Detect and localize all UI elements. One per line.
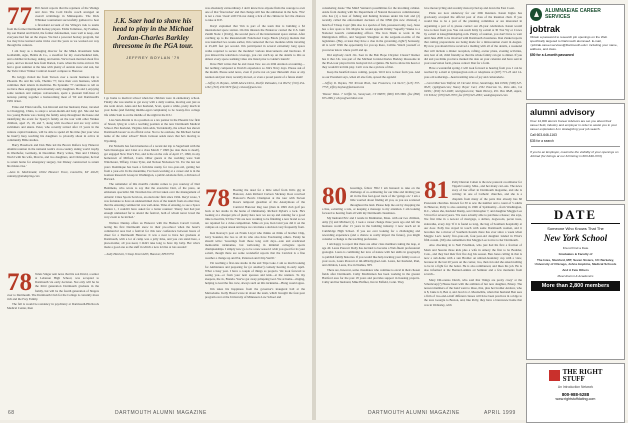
column-4	[322, 6, 420, 184]
paragraph: was absolutely extraordinary. I don't know how anyone finds the courage to own one of that 'firecracker' and that change still has the admission in the hole. 'Fire' is not a class 'clean' still! I'm not doing a lick of the climate in fact the chances to take at ICE.	[205, 6, 305, 23]
paragraph: Mary DiLorenzo Dutch, who said that 'things are pretty crazy' at the Schomcorp(?) House heart with the addition of her new daughter, Emery. The newest members of the band went to three, that, plus her brother Andrew, who is 8, Jakie is 6, Ben 4, and Jacob is 2. Meanwhile, when that husband Ben sees a firm of two-and-a-half different classes will have been practices in a ridge to the tour. Georgia to Boston, and, like Polly, they have a brand-new home that was in Wellesley, with	[424, 277, 522, 307]
ad-phone: Call 603-646-1163	[530, 133, 557, 137]
paragraph: There are, however, some classmates who continue to excel in their chosen fields after Dartmouth. Cathy MacKinnon has been working in the greater Hartford area for the past 18 years and provides support in housing projects. Cathy and her husband, Mike Halfnet, live in Enfield, Conn. They	[322, 267, 420, 285]
publication-name: DARTMOUTH ALUMNI MAGAZINE	[115, 410, 207, 416]
class-year-heading: 81	[424, 180, 449, 204]
paragraph: Pat Nickolls has fond memories of a recent ski trip to Sugarbush with the Sam Donalogue and I met at a class March 7 1998 (no date there is dead!), got engaged New Year's Eve, and is the on the cafe of April 17, 1999, in any hometown of Milford, Conn. Other guests at the wedding were Sam Winchester, Tiffany, Claire Tyler, and Nelson Nickolson '91. For the last ten years Dominique has been a full-time nanny for two-year-old, getting her from a year-old. In the meantime, I've been working at a career and is in the Gannon Research Group in Washington, a public-relations firm, a division of Harvard.	[104, 143, 200, 181]
ad-price: $35 for a search	[530, 139, 554, 143]
column-2	[104, 96, 200, 406]
correspondent-signature: —Carol Morrison Wilford, 18 Circular Drive, Stanbridge, MA 01566; (508) 347-0045; rpp9@aol.com; Nancy Boyer Carl, 2561 Emerson St., Palo Alto, CA 94301; (650) 321-9400; nmcl@aol.com; Wade Harvey, P.O. Box 9848, Aspen, CO 81612; (970) 920-7055; fax (970) 925-2081; wade@aspenet.com	[424, 80, 522, 97]
alumni-advisory-ad[interactable]	[526, 103, 625, 201]
paragraph: Boating the dead for a little relief from Jim's gig in Hanover, Alan Richard Carlson Stickney Root received Hanover's Bowls Champion at the tour with Steven Rose's temporal guardian of the Anonymous of the Carnival Hanover Rag tour (then in 1999 club golf pro back at her studio in the home of Oklahoma). Richard Dylan's a lock. He's looking at a cheaper pile of plenty here now we are up and running for a good time to heal his, 93 Doc! We are now working to be finishing a new brand so we are rejoined for a cider-competition. Mike on you, Ken Glad you did it on the campus on a great sneak and hope we can make a decision very frequently from.	[205, 188, 305, 230]
ad-url-link[interactable]: www.rightstuffdating.com	[555, 397, 596, 401]
logo-line-1: THE RIGHT	[562, 368, 603, 376]
column-1b	[7, 272, 99, 404]
paragraph: Dave Hall writes that he and Jason Tew. are on 20th Aventon accounting—but nothing compared to David's experience so Jim's Navy days. Please ask of the month. Please send news, even if you're not on your thirteenth class or any reunion and just tried, recently moved, or even a proud parent of a future alum!	[205, 62, 305, 79]
ad-header	[527, 5, 624, 24]
ad-body: The Ivies, Stanford, MIT, Seven Sisters, UC Berkeley, University of Chicago, Johns Hopkins, Medical Schools	[534, 258, 617, 266]
column-5	[424, 6, 522, 178]
paragraph: Ernie and Ellen Giraffe, Jon Kincaid and her husband, Peter, traveled to Chongqing, China, to adopt a seven-month-old baby girl. She and her two young Helens was closing the family setup throughout the house and identifying the event for Sperry's family on the tour with other Yankee children, aged 15, 18, and 7, along with in-school and are very active swimmers and skiers. Peter, who recently retired after 15 years in the venture capital business, will be able to spend all his time (but your wise he hasn't) busy teaching his daughters to pivotally shout in active in community Bible studies.	[7, 104, 99, 142]
class-year-heading: 78	[7, 272, 32, 296]
date-service-ad[interactable]	[526, 204, 625, 360]
ad-banner: More than 2,800 members	[531, 281, 620, 291]
paragraph: I am happy to report that there are other class members taking the leap, at age 40. Laura Prescott Dolly has decided to become a Web-fluent professional geologist. Laura is combining her love of nature with her skills in geography to publish family histories. If you would like help tracking your family roots or your roots, Laura Prescott at mLaPDolly@aol.com. Laura, her husband, Paul, and children, Laura, live in Nashua, NH.	[322, 242, 420, 267]
ad-note: If you're an Employer, maximize the visibility of your openings on Jobtrak (for listings at our full listing in 603-646-XXX)	[530, 150, 619, 158]
paragraph: Polly Duncan Cohen is the new pastoral coordinator for Tippah County, Miss., and her many cart-ons. The news story of her effort in Dartmouth magazine, and she is writing: in one of Catholic churches, and she is a chaplain from many of the parts that already has 60 Protestant churches. Known for 30 to sew the number and a count of 5 adults in Hanover, Polly is also assisting in 1996 of Spirituality—from Washington, D.C., where she, husband Danny, son Christopher 7, and daughter Maggie Lee 5 lived for several years. 'We were actually able to purchase a house,' she says, 'the first time in a non-lot of mortgage, a dollars, dogwoods, pecan trees, sidewalks, every day.' If it is found so long, the bug of Southern hospitality at our door. Polly has stayed in touch with some Dartmouth women, and it becomes me a mover of Southern hostels there has ever since a week when Maggie Lee's nearly five-year-old, four-year-old daughter landed in Eliot's fifth cousin. (Jill) also remembers that Maggie Lee is nice to her Dartmouth.	[424, 180, 522, 243]
pull-quote-text: J.K. Saer had to shave his head to play in the Michael Jordan-Charles Barkley threesome in the PGA tour.	[112, 17, 194, 51]
column-3b	[205, 188, 305, 406]
ad-body: Meet Alumni & Academics	[557, 274, 594, 278]
paragraph: Bo Griggs visited me from Tucson over a recent business trip to Phoenix. Bo and his wife, Thelma '77, have their own business, which combines their talents in medicine. Bo Sprankle '77 continues to tell us we have three engaging and extremely early daughters. Bo and I, enjoying some reunion and campus conversation, spent a pleasant half-hour of nonstop putting together a homecoming meet of '60 and Dartmouth's 1981 ticket.	[7, 74, 99, 104]
correspondent-signature: —Jeffrey D. Boylan, 765 Terrain Blvd., San Francisco, CA 94117; (415) 337-7753; jeffrey.boylan@fastmail.com	[322, 80, 420, 89]
column-5b	[424, 180, 522, 406]
paragraph: Have a wonderful spring. I will look forward to hearing from you. I can be reached by e-mail at lynnpar@aol.com or telephone at (207) 771-23 and 14-year-old solderings—heartwarming tales of joy and camaraderie.	[424, 66, 522, 79]
ad-logo	[527, 364, 624, 382]
correspondent-signature: —Alan K. MacDonald, 16022 Hanover Trace, Louisville, KY 40245; calamity@mindspring.com	[7, 169, 99, 178]
ad-body: Over 14,000 alumni Career Advisors are set you about their career field, industry and employer in order to assist you in your career exploration & in strategizing your job search.	[530, 119, 618, 131]
classified-ads-column	[526, 4, 625, 416]
pull-quote-byline: JEFFREY BOYLAN '79	[126, 55, 180, 60]
column-3	[205, 6, 305, 186]
right-stuff-ad[interactable]	[526, 363, 625, 423]
paragraph: Also checking in is Neil Friedman, who just had his first a fraction of Mom and Suzette three kids plus a wife in Amory the first to be Boulder, Colo., and they had their first fire dog his season. Ben Jones calling in that is now a sub-home with a sun Brother on unbred-boundary cup with a view, because in the last 20 years on the corner, two, then Jon and she asked nothing to be in a fight for the better. He is also reimbursed, and likes his job. He is also informed at the Bernard-Atkins ad Seminar and a few moments from scratch...	[424, 243, 522, 277]
paragraph: Wallace Dunlap offers us Hanover with the Hudson Carroll Carroll, noting his first Dartmouth snow in their pre-school when the heart's commercial area had a festival for this new conference between hours of cheer for a Dartmouth Hanover. It was a neat to have her graduate at Dartmouth, with a lot of camp was a jolly time, and you can stand here, a place-holder, all you need, I didn't take long to have my baby. Her who's made a good one as the stuff in which a new is bliss at lots around.'	[104, 220, 200, 250]
correspondent-signature: —Sally Hatchett, 5 Steep Street #203, Hanover, NH 03755	[104, 251, 174, 256]
ad-subtitle: Someone Who Knows That The	[547, 226, 604, 231]
ad-body: And A Few Others	[562, 268, 589, 272]
class-year-heading: 77	[7, 6, 32, 30]
paragraph: Keep the heartfelt notes coming, people. We'd love to hear from you. And as our President says, when all else fails, spread the agenda!	[322, 70, 420, 79]
ad-body: Graduates & Faculty of	[558, 252, 593, 256]
ad-price: $50 for a 4-month password	[530, 53, 574, 57]
paragraph: Did anybody catch J.K. Saer in the Bob Hope Chrysler Classic? Rumor has it that J.K. was part of the Michael Jordan-Charles Barkley threesome in the PGA tour played in his backyard in La Quinta. He had to shave his head or they wouldn't let him play. Can't vote me a picture of that.	[322, 52, 420, 70]
paragraph: Ken Reavey's post on Frank Lloyd who thinks on think of brother Chip, Jerry Sounder, the two to all its who also have Fascinating others. Funny he should write: 'Greetings from those long cold days—sale and eradicated memorable nicknames, but wallowing in minimal collegiate sports championships. I simply now go to be a new season I wish you good for its your e-mail, though there are some wonderful reports that the Carnival is a fine weather a change up and Pat, Patterson and Chip Verrill.'	[205, 230, 305, 260]
dartmouth-pine-logo-icon	[530, 8, 542, 21]
page-date: APRIL 1999	[484, 410, 516, 416]
paragraph: Barry Haseltock and Dan Hale led the Brown Rafters Gay Hanover Alumni reunion in the national team's cross-country skiing world trophy in Oberhofer, Germany, in December. Barry writes, 'Dan and I Disney World with his wife, Mavcia, and two daughters, and Christopher, he had to return home for emergency surgery, but Disney constructed to return his mister-vise.'	[7, 143, 99, 168]
paragraph: The fall is would be residency in psychiatry at Dartmouth-Hitchcock Medical Center, then	[7, 302, 99, 311]
career-services-ad[interactable]	[526, 4, 625, 100]
class-year-heading: 78	[205, 188, 230, 212]
ad-title: alumni advisory	[530, 107, 595, 117]
paragraph: Lisa Sam-Martin is in a position as a tax partner in the Phoenix law firm of Snead, lying in a tub a teaching position at the new Dartmouth Medical School. Her husband, Virginia John adds, 'Incidentally, the school has shown Dartmouth Green' as an official color. Not to be outdone, the Michael Jordan name of the roller school!' Mack Jackson sends news that he's moving to Wyoming.	[104, 117, 200, 143]
paragraph: I'm reaching a first-rate studio in the and Trips Lake. I am so much looking for Anthiatures and preparing for (or another!) comedy hearing in early April. What a busy year. I have a couple of things as projects. We look forward to seeing you—or from your next spouses and kids—at the reunion. To my sleepers, the Jo, Brenda. You've got away prinqeing God. We at home—ringing, helping to lead the fire crew, always such on this nickname—Hung would agree.	[205, 260, 305, 286]
paragraph: I go home to medical school when her children were in elementary school. Finally she was unable to get away with a daily routine, moving east just as she went down. Anna and her husband, Scott, spent a while, pretty much in your home (and fielding middle-aged complaints) to be twenty-five college life while Sam is on the middle of the night in the ICU.	[104, 96, 200, 117]
left-page	[0, 0, 312, 420]
paragraph: Jim takes his happiness from the governor's inaugural ball at the Metrodome. Kelly Breed wrote in about the team, which brought the four-year program over at the University of Minnesota Law School and	[205, 286, 305, 299]
pull-quote	[104, 10, 202, 94]
paragraph: Daryl explained that 'Jim is part of the team that is building a $2 international space station. On this mission the Endeavor carried the U.S. built Zenith Node 1 (Unity), the second piece of the international space station. After catching up to the Russian-built Functional Cargo Block (Zarya) module that was launched two weeks earlier, Jim connected the two modules while traveling at 25,405 feet per second. Jim participated in several extremely long space walks required to secure the modules' various interconnects and hardware. If you missed the television coverage, you can catch up on the details to this as almost every space-walking video site listed prior to Glenn's launch.'	[205, 23, 305, 61]
paragraph: love motorcycling and recently motorcycled up and down the East Coast.	[424, 6, 515, 10]
ad-highlight: New York School	[543, 233, 608, 243]
publication-name: DARTMOUTH ALUMNI MAGAZINE	[368, 410, 460, 416]
ad-body: Obtain a password to research job openings on the Web specifically targeted to Dartmouth alumnae/i. E-mail, <jobtrak.career.services@Dartmouth.edu> including your name, address, and class.	[530, 35, 618, 51]
paragraph: My husband Eric and I reside in Manhattan, Mass. with our two children, Amy (5) and Michael (1). I took a career change three years ago and left the business world after 15 years in the building industry. I now teach art in Cambridge High School. If you are ever looking for a challenging and rewarding experience (and a chance to really impact the future), you might consider a change to the teaching profession.	[322, 216, 420, 241]
correspondent-signature: —Jeffrey D. Boylan, 14900 Altura Drive, Pacific Palisades, CA 90272; (310) 454-1162; (310) 459-5679 (fax); cohooof@aol.com	[205, 80, 305, 89]
paragraph: The remainder of this month's column comes to you courtesy of Deri Hemmens, who wrote to say that the executive Deri, of the press, an emissions specialist Jim Newman has all but taken over the management of Atlantic Cities Sports Services, an electronic firm since 1994. Deryl wrote, 'I was fortunate to have an undetermined view of the launch from an older line; that the ensuring commercial was well-done. Time of ensuing, to see a Space Station 1, I couldn't have asked for a better reunion.' Sherry had had just enough unmarked fur to attend the festival, both of whom never loved the very event to be invited.'	[104, 182, 200, 220]
ad-title: jobtrak	[530, 24, 561, 34]
divider	[531, 146, 620, 147]
ad-header-text: ALUMNAE/AE CAREER SERVICES	[544, 7, 601, 20]
paragraph: considering Jessie 'The Mind' Ventura's possibilities for the incoming cabinet. Aside from dealing with his Department of Natural Resources commissioner, who has (1) a host of fishing and hunting licenses under his belt and (2) recently called the enforcement decision of the DNR (his new division) a bunch of 'Cheap Cops' (this also is a species of fish, possessed only, too), Jesse has a few spots to fill. Maybe he would appoint Jimmy 'Superfly' Snuka to a National Guard's commanding officer. The Iron Sheik to work in the Immigration Office, and Sergeant Slaughter as the sergeant-at-arms of the legislature. (Hey, at least they have a clue in the governing, right?) Seriously, all is well.' With the opportunity for you up there, Collins. Watch yourself or you never know where you'll end up.	[322, 6, 420, 52]
red-square-logo-icon	[549, 370, 560, 381]
column-4b	[322, 186, 420, 406]
class-year-heading: 80	[322, 186, 347, 210]
paragraph: Bill Jarrett reports that the rejoiners of the Vikings and Jaws The Cold Drafts coach arranged an overall scrimmage in Minneapolis. The Dick Whitaker tournament successfully gathered to host a first-hand account of the Village's trek to teams from the former Dartmouth hockey players. Eddie Tommaso, Jay Foulkes, my son Daniel and David, the former defensemen, were well to keep, and everyone had fun on the slopes. We had a powered hockey program, but Joe may have learned some tricks over the years as we worked our way through the contests.	[7, 6, 99, 48]
column-1	[7, 6, 99, 268]
paragraph: I am busy as a managing director for the M&A investment bank Goldsmith, Agio, Helms & Co., a steadfast for my overscheduled kids, and a dabbler in hockey, skiing, and tennis. We've been married about five years, and we moved here from Darien, Conn. when the twins arrived. We had a great summer at the lake with plenty of outside snow and sun, but the Twin Cities' Winter Carnival doesn't compare to Hanover.	[7, 48, 99, 74]
paragraph: Greetings, fellow '80s! I am honored to take on the challenge of co-ordinating for our time and inviting you all in the fine feel-good track of the 'goings on.' I am a little worried about finding all you, as you are scattered throughout the land. Please help me out by dropping me a line, e-mailing a tale, or keeping a message to my attention. I am looking forward to hearing from all with my Dartmouth classmates.	[322, 186, 420, 215]
logo-line-2: STUFF	[562, 374, 585, 383]
paragraph: Teleis Singer sent news that his son David, a senior at Lebanon High School, was accepted to Dartmouth via early decision. Not only will he be the third generation Dartmouth graduate in the family, but will be the fourth generation of Singers over to Dartmouth. The Dartmouth Club for the College is currently more rich and the Frey Family.	[7, 272, 99, 301]
paragraph: Plans are now underway for our 20th Reunion. Karen Ingles has graciously accepted the official post of class of the Reunion chair. If you would like to be a part of the planning committee or are interested in organizing a part of it, please contact our 20-year celebration. Karen would love to hear from you. You can reach Kitty by e-mail at 30 Trot Wy or Crows by e-mail at klee@mindspring.com. Plenty of reunion, you don't have to wait until June 2000 to be involved with Dartmouth classmates. Dan Zankel reports that cutting preparations are being made for a mini-reunion event in August. By now you should have received a mailing with all of the details, a weekend that will include a dinner reception, rafting, owner plans, evening activities, and, best of all, child friendly so that the whole family can get to dinner. If you did and you think you have marked the date on your calendar and have sent in your reservation form, please contact Dan for a form.	[424, 11, 522, 66]
ad-title: DATE	[531, 207, 620, 224]
ad-phone: 800-988-5288	[561, 392, 590, 397]
ad-subtitle: Friend Find a Date	[562, 246, 589, 250]
ad-tagline: An Introduction Network	[557, 385, 594, 389]
correspondent-signature: 'Woooo' Wave. 7 Griffin St., Sunnyvale, CT 06870; (860) 655-5801 (fax (860) 655-2801); eboyw@worldnet.com	[322, 91, 420, 100]
page-number: 68	[8, 410, 15, 416]
